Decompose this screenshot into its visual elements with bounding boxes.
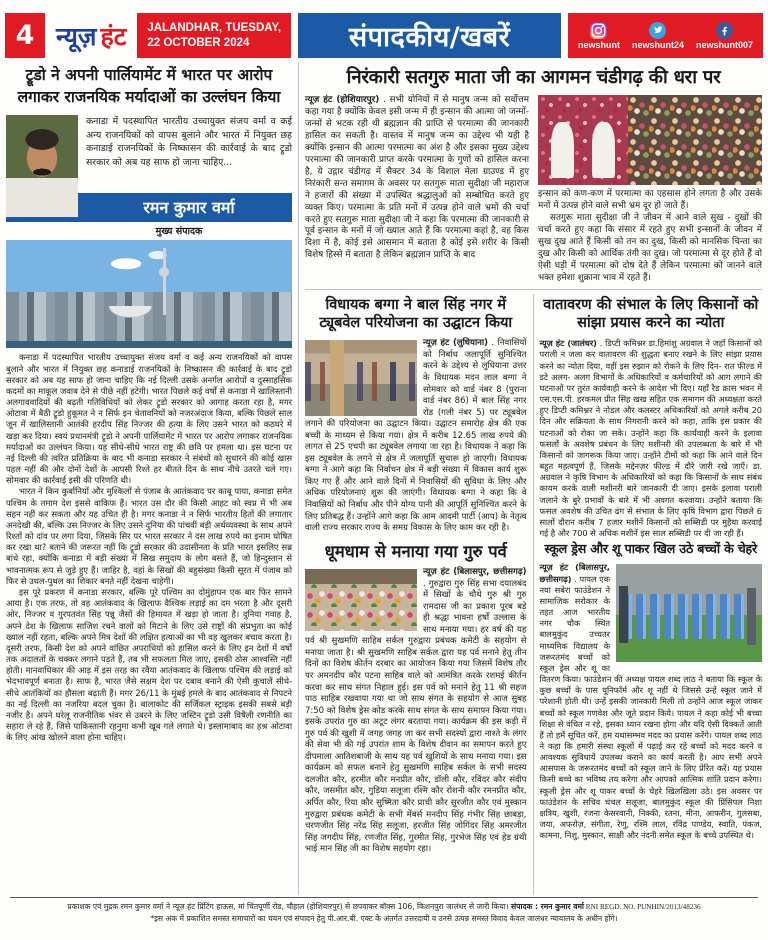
paragraph-text: . सभी योनियों में से मानुष जन्म को सर्वोत्तम कहा गया है क्योंकि केवल इसी जन्म में ही इन्सान की आत्मा जो जन्मों-जन्मों से भटक रही थी ब्रह्मज्ञान की प्राप्ति से परमात्मा की जानकारी हासिल कर सकती है। वास्तव में मानुष जन्म का उद्देश्य भी यही है क्योंकि इन्सान की आत्मा परमात्मा का अंश है और इसका मुख्य उद्देश्य परमात्मा की जानकारी प्राप्त करके परमात्मा के गुणों को हासिल करना है, ये उद्गार चंडीगढ़ में सैक्टर 34 के विशाल मेला ग्राउण्ड में हुए निरंकारी सन्त समागम के अवसर पर सतगुरू माता सुदीक्षा जी महाराज ने हजारों की संख्या में उपस्थित श्रद्धालुओं को सम्बोधित करते हुए व्यक्त किए। परमात्मा के प्रति मनों में उत्पन्न होने वाले भ्रमों की चर्चा करते हुए सतगुरू माता सुदीक्षा जी ने कहा कि परमात्मा की जानकारी से पूर्व इन्सान के मनों में जो ख्याल आते हैं कि परमात्मा कहां है, वह किस दिशा में है, कोई इसे आसमान में बताता है कोई इसे शरीर के किसी विशेष हिस्से में बताता है लेकिन ब्रह्मज्ञान प्राप्ति के बाद [305,95,529,261]
editor-credit: संपादक : रमन कुमार वर्मा [511,902,584,911]
paragraph-text: . पायल एक नया सबेरा फाउंडेशन ने सामाजिक सरोकार के तहत आज भारतीय नगर चौक स्थित बालमुकुंद उच्चतर माध्यमिक विद्यालय के जरूरतमंद बच्चों को स्कूल ड्रेस और शू का वितरण किया। फाउंडेशन की अध्यक्ष पायल शब्द लाठ ने बताया कि स्कूल के कुछ बच्चों के पास यूनिफॉर्म और शू नहीं थे जिससे उन्हें स्कूल जाने में परेशानी होती थी। उन्हें इसकी जानकारी मिली तो उन्होंने आज स्कूल जाकर बच्चों को स्कूल गणवेश और जूते प्रदान किये। पायल ने कहा कोई भी बच्चा शिक्षा से वंचित न रहे, इसका ध्यान रखना होगा और यदि ऐसी दिक्कतें आती हैं तो हमें सूचित करें, हम यथासम्भव मदद का प्रयास करेंगे। पायल शब्द लाठ ने कहा कि हमारी संस्था स्कूलों में पढ़ाई कर रहे बच्चों को मदद करने व आवश्यक सुविधायें उपलब्ध कराने का कार्य करती है। आप सभी अपने आसपास के जरूरतमंद बच्चों को स्कूल जाने के लिए प्रेरित करें। यह प्रयास किसी बच्चे का भविष्य तय करेगा और आपको आत्मिक शांति प्रदान करेगा। स्कूली ड्रेस और शू पाकर बच्चों के चेहरे खिलखिला उठे। इस अवसर पर फाउंडेशन के सचिव चंचल सलूजा, बालमुकुंद स्कूल की प्रिंसिपल निशा क्षत्रिय, खुशी, रंजना केसरवानी, निक्की, रतना, मीना, आफरीन, गुलसबा, जया, अफरोज़, संगीता, रेणु, रश्मि लाल, रविंद्र पाण्डेय, स्वाति, पंकज, कामना, निशु, मुस्कान, साक्षी और नंदनी समेत स्कूल के बच्चे उपस्थित थे। [539,573,762,841]
article-paragraph [540,338,763,539]
facebook-icon [716,22,733,39]
article-tubewell [305,296,527,535]
newspaper-logo [52,13,130,58]
editorial-column [6,63,299,895]
article-dateline: न्यूज़ हंट (बिलासपुर, छत्तीसगढ़) [539,562,610,584]
twitter-handle: newshunt24 [631,39,684,50]
editorial-paragraph: भारत ने किन कुर्बानियों और मुश्किलों से पंजाब के आतंकवाद पर काबू पाया, कनाडा समेत पश्चिम के तमाम देश इससे वाकिफ हैं। भारत उस दौर की किसी आहट को स्वप्न में भी अब सहन नहीं कर सकता और यह उचित ही है। मगर कनाडा ने न सिर्फ भारतीय हितों की लगातार अनदेखी की, बल्कि उस निज्जर के लिए उसने दुनिया की पांचवीं बड़ी अर्थव्यवस्था के साथ अपने रिश्तों को दांव पर लगा दिया, जिसके सिर पर भारत सरकार ने दस लाख रुपये का इनाम घोषित कर रखा था? बताने की जरूरत नहीं कि ट्रूडो सरकार की उदासीनता के प्रति भारत इसलिए सब्र बांधे रहा, क्योंकि कनाडा में बड़ी संख्या में सिख समुदाय के लोग बसते हैं, जो हिन्दुस्तान से भावनात्मक रूप से जुड़े हुए हैं। जाहिर है, वहां के सिखों की बहुसंख्या किसी सूरत में पंजाब को फिर से उथल-पुथल का शिकार बनते नहीं देखना चाहेगी। [6,486,292,586]
gurudwara-congregation-photo [305,569,417,631]
article-dateline: न्यूज़ हंट (होशियारपुर) [305,95,380,105]
article-paragraph: इन्सान को कण-कण में परमात्मा का एहसास होने लगता है और उसके मनों में उत्पन्न होने वाले सभी भ्रम दूर हो जाते हैं। [538,189,762,211]
editorial-body [6,352,292,743]
paragraph-text: . गुरुद्वारा गुरु सिंह सभा दयालबंद में सिखों के चौथे गुरु श्री गुरु रामदास जी का प्रकाश पूरब बड़े ही श्रद्धा भावना हर्षों उल्लास के साथ मनाया गया। हर वर्ष की यह पर्व श्री सुखमणि साहिब सर्कल गुरुद्वारा प्रबंधक कमेटी के सहयोग से मनाया जाता है। श्री सुखमणि साहिब सर्कल द्वारा यह पर्व मनाने हेतु तीन दिनों का विशेष कीर्तन दरबार का आयोजन किया गया जिसमें विशेष तौर पर अमनदीप कौर पटना साहिब वाले को आमंत्रित करके रशमई कीर्तन करवा कर साथ संगत निहाल हुई। इस पर्व को मनाने हेतु 11 श्री सहज पाठ साहिब रखवाया गया था जो साथ संगत के सहयोग से आज सुबह 7:50 को विशेष ड्रेस कोड करके साथ संगत के साथ समापन किया गया। इसके उपरांत गुरु का अटूट लंगर बरताया गया। कार्यक्रम की इस कड़ी में गुरु पर्व की खुशी में जगह जगह जा कर सभी सदस्यों द्वारा नाश्ते के लंगर की सेवा भी की गई उपरांत शाम के विशेष दीवान का समापन करते हुए दीपमाला आतिशबाजी के साथ यह पर्व खुशियों के साथ मनाया गया। इस कार्यक्रम को सफल बनाने हेतु सुखमणि साहिब सर्कल के सभी सदस्य दलजीत कौर, हरमीत कौर मनप्रीत कौर, डॉली कौर, रविंदर कौर संदीप कौर, जसमीत कौर, गुड़िया सलूजा रश्मि कौर रोशनी कौर रमनप्रीत कौर, अर्पित कौर, रिया कौर सुष्मिता कौर प्राची कौर सुरजीत कौर एवं मुस्कान गुरुद्वारा प्रबंधक कमेटी के सभी मेंबर्स मनदीप सिंह गंभीर सिंह छाबड़ा, चरणजीत सिंह नरेंद्र सिंह सलूजा, हरजीत सिंह जोगिंदर सिंह अमरजीत सिंह जगदीप सिंह, रणजीत सिंह, गुरमीत सिंह, गुरभेज सिंह एवं हेड ग्रंथी भाई मान सिंह जी का विशेष सहयोग रहा। [305,578,527,855]
article-paragraph [305,338,527,534]
page-number: 4 [5,13,45,58]
article-headline: स्कूल ड्रेस और शू पाकर खिल उठे बच्चों के चेहरे [544,541,757,557]
publisher-text: प्रकाशक एवं मुद्रक रमन कुमार वर्मा ने न्यूज़ हंट प्रिंटिंग हाऊस, मां चिंतपूर्णी रोड, चौहाल (होशियारपुर) से छपवाकर बॉक्स 106, किशनपुरा जालंधर से जारी किया। [67,902,512,911]
toronto-skyline-photo [6,240,292,348]
social-instagram [578,22,620,50]
news-section [299,63,762,895]
editorial-intro: कनाडा में पदस्थापित भारतीय उच्चायुक्त संजय वर्मा व कई अन्य राजनयिकों को वापस बुलाने और भारत में नियुक्त छह कनाडाई राजनयिकों के निष्कासन की कार्रवाई के बाद ट्रूडो सरकार को अब यह साफ हो जाना चाहिए... [86,116,292,168]
rni-number: RNI REGD. NO. PUNHIN/2013/48236 [583,903,701,911]
article-headline: वातावरण की संभाल के लिए किसानों को सांझा प्रयास करने का न्योता [543,296,759,332]
logo-text-red: हंट [100,21,127,51]
author-name-bar: रमन कुमार वर्मा [6,193,292,222]
social-facebook [696,22,753,50]
article-headline: विधायक बग्गा ने बाल सिंह नगर में ट्यूबवेल परियोजना का उद्घाटन किया [319,296,513,332]
middle-column [305,294,534,895]
imprint-line-1 [10,901,758,913]
article-paragraph [305,95,529,262]
article-dateline: न्यूज़ हंट (जालंधर) [539,338,597,349]
twitter-icon [649,22,666,39]
masthead [5,13,763,58]
article-headline: निरंकारी सतगुरु माता जी का आगमन चंडीगढ़ की धरा पर [346,67,721,88]
editorial-paragraph: कनाडा में पदस्थापित भारतीय उच्चायुक्त संजय वर्मा व कई अन्य राजनयिकों को वापस बुलाने और भारत में नियुक्त छह कनाडाई राजनयिकों के निष्कासन की कार्रवाई के बाद ट्रूडो सरकार को अब यह साफ हो जाना चाहिए कि नई दिल्ली उसके अनर्गल आरोपों व दुस्साहसिक कदमों का माकूल जवाब देने से पीछे नहीं हटेगी। भारत पिछले कई वर्षों से कनाडा में खालिस्तानी अलगाववादियों की बढ़ती गतिविधियों को लेकर ट्रूडो सरकार को आगाह करता रहा है, मगर ओटावा में बैठी ट्रूडो हुकूमत ने न सिर्फ इन चेतावनियों को नजरअंदाज किया, बल्कि पिछले साल जून में खालिस्तानी आतंकी हरदीप सिंह निज्जर की हत्या के लिए उसने भारत को कठघरे में खड़ा कर दिया। स्वयं प्रधानमंत्री ट्रूडो ने अपनी पार्लियामेंट में भारत पर आरोप लगाकर राजनयिक मर्यादाओं का उल्लंघन किया। यह सीधे-सीधे भारत राष्ट्र की छवि पर हमला था। इस घटना पर नई दिल्ली की त्वरित प्रतिक्रिया के बाद भी कनाडा सरकार ने संबंधों को सुधारने की कोई खास पहल नहीं की और दोनों देशों के आपसी रिश्ते हर बीतते दिन के साथ नीचे उतरते चले गए। सोमवार की कार्रवाई इसी की परिणति थी। [6,352,292,486]
satsang-crowd-photo [538,95,762,185]
inauguration-photo [305,340,417,416]
article-headline: धूमधाम से मनाया गया गुरु पर्व [324,541,507,561]
article-columns [305,95,762,290]
editorial-paragraph: इस पूरे प्रकरण में कनाडा सरकार, बल्कि पूरे पश्चिम का दोमुंहापन एक बार फिर सामने आया है। एक तरफ, तो वह आतंकवाद के खिलाफ वैश्विक लड़ाई का दम भरता है और दूसरी ओर, निज्जर व गुरपतवंत सिंह पन्नू जैसों की हिमायत में खड़ा हो जाता है। दुनिया गवाह है, अपने देश के खिलाफ साजिश रचने वालों को मिटाने के लिए उसे राष्ट्रों की संप्रभुता का कोई ख्याल नहीं रहता, बल्कि अपने मित्र देशों की लक्षित हत्याओं का भी वह खुलकर बचाव करता है। दूसरी तरफ, किसी देश को अपने वांछित अपराधियों को हासिल करने के लिए इन देशों में वर्षों तक अदालतों के चक्कर लगाने पड़ते हैं, तब भी सफलता मिल जाए, इसकी ठोस आश्वस्ति नहीं होती। मानवाधिकार की आड़ में इस तरह का रवैया आतंकवाद के खिलाफ पश्चिम की लड़ाई को भेदभावपूर्ण बनाता है। साफ है, भारत जैसे सक्षम देश पर दबाव बनाने की ऐसी कुचालें सीधे-सीधे आतंकियों का हौसला बढ़ाती हैं। मगर 26/11 के मुंबई हमले के बाद आतंकवाद से निपटने का नई दिल्ली का नजरिया बदल चुका है। बालाकोट की सर्जिकल स्ट्राइक इसकी सबसे बड़ी नजीर है। अपने घरेलू राजनीतिक भंवर से उबरने के लिए जस्टिन ट्रूडो उसी विषैली रणनीति का सहारा ले रहे हैं, जिसे पाकिस्तानी रहनुमा कभी खूब गले लगाते थे। इस्लामाबाद का हश्र ओटावा के लिए आंख खोलने वाला होना चाहिए। [6,586,292,743]
instagram-handle: newshunt [577,39,620,50]
article-column-left [305,95,529,285]
imprint-footer [10,897,758,925]
dateline-box [137,13,291,58]
page-content [6,63,762,895]
author-title: मुख्य संपादक [155,226,203,238]
dateline-date: 22 OCTOBER 2024 [147,36,250,49]
article-paragraph [540,562,763,841]
editorial-headline: ट्रूडो ने अपनी पार्लियामेंट में भारत पर आरोप लगाकर राजनयिक मर्यादाओं का उल्लंघन किया [17,66,281,106]
dateline-city-day: JALANDHAR, TUESDAY, [147,22,282,35]
stage-figures [538,95,628,185]
article-dateline: न्यूज़ हंट (लुधियाना) [423,338,488,349]
article-dateline: न्यूज़ हंट (बिलासपुर, छत्तीसगढ़) [423,567,527,578]
article-gurupurab [305,541,527,856]
section-title: संपादकीय/खबरें [298,13,561,58]
school-children-group-photo [616,564,762,662]
facebook-handle: newshunt007 [695,39,753,50]
social-strip [568,13,763,58]
social-twitter [632,22,684,50]
logo-text-blue: न्यूज़ [56,21,97,51]
article-environment [540,296,763,540]
article-paragraph: सतगुरू माता सुदीक्षा जी ने जीवन में आने वाले सुख - दुखों की चर्चा करते हुए कहा कि संसार में रहते हुए सभी इन्सानों के जीवन में सुख दुख आते हैं किसी को तन का दुख, किसी को मानसिक चिन्ता का दुख और किसी को आर्थिक तंगी का दुख। जो परमात्मा से दूर होते हैं वो ऐसी घड़ी में परमात्मा को दोष देते हैं लेकिन परमात्मा को जानने वाले भक्त हमेशा शुक्राना भाव में रहते हैं। [538,212,762,283]
paragraph-text: . डिप्टी कमिश्नर डा.हिमांशु अग्रवाल ने जहाँ किसानों को पराली न जला कर वातावरण की शुद्धता बनाए रखने के लिए सांझा प्रयास करने का न्योता दिया, वहीं इस रुझान को रोकने के लिए दिन- रात फील्ड में डटे अलग- अलग विभागों के अधिकारियों व कर्मचारियों को आग लगाने की घटनाओं पर तुरंत कार्यवाही करने के आदेश भी दिए। यहाँ रैड क्रास भवन में एस.एस.पी. हरकमल प्रीत सिंह खख सहित एक समागम की अध्यक्षता करते हुए डिप्टी कमिश्नर ने नोडल और कलस्टर अधिकारियों को अगले करीब 20 दिन और सक्रियता के साथ निगरानी करने को कहा, ताकि इस प्रकार की घटनाओं को रोका जा सके। उन्होंने कहा कि कार्यवाही करने के इलावा फसलों के अवशेष प्रबंधन के लिए मशीनरी की उपलब्धता के बारे में भी किसानों को जागरूक किया जाए। उन्होंने टीमों को कहा कि आने वाले दिन बहुत महत्वपूर्ण हैं, जिसके मद्देनज़र फील्ड में दौरे जारी रखे जाएँ। डा. अग्रवाल ने कृषि विभाग के अधिकारियों को कहा कि किसानों के साथ संबंध कायम करके वाली मशीनरी बारे जानकारी दी जाए। इसके इलावा पराली जलाने के बुरे प्रभावों के बारे में भी अवगत करवाया। उन्होंने बताया कि फसल अवशेष की उचित ढंग से संभाल के लिए कृषि विभाग द्वारा पिछले 6 सालों दौरान करीब 7 हजार मशीनें किसानों को सब्सिडी पर मुहैया करवाई गई है और 700 से अधिक मशीनें इस साल सब्सिडी पर दी जा रही हैं। [539,338,762,538]
imprint-line-2: *इस अंक में प्रकाशित समस्त समाचारों का चयन एवं संपादन हेतु पी.आर.बी. एक्ट के अंतर्गत उत्तरदायी व उनसे उत्पन्न समस्त विवाद केवल जालंधर न्यायालय के अधीन होंगे। [150,914,618,924]
crowd-area [628,95,762,185]
lower-columns [305,294,762,895]
paragraph-text: . निवासियों को निर्बाध जलापूर्ति सुनिश्चित करने के उद्देश्य से लुधियाना उत्तर के विधायक मदन लाल बग्गा ने सोमवार को वार्ड नंबर 8 (पुराना वार्ड नंबर 86) में बाल सिंह नगर रोड (गली नंबर 5) पर ट्यूबवेल लगाने की परियोजना का उद्घाटन किया। उद्घाटन समारोह क्षेत्र की एक बच्ची के माध्यम से किया गया। क्षेत्र में करीब 12.65 लाख रुपये की लागत से 25 एचपी का ट्यूबवेल लगाया जा रहा है। विधायक ने कहा कि इस ट्यूबवेल के लगने से क्षेत्र में जलापूर्ति सुचारू हो जाएगी। विधायक बग्गा ने आगे कहा कि निर्वाचन क्षेत्र में बड़ी संख्या में विकास कार्य शुरू किए गए हैं और आने वाले दिनों में निवासियों की सुविधा के लिए और अधिक परियोजनाएं शुरू की जाएंगी। विधायक बग्गा ने कहा कि वे निवासियों को निर्बाध और पीने योग्य पानी की आपूर्ति सुनिश्चित करने के लिए प्रतिबद्ध हैं। उन्होंने आगे कहा कि आम आदमी पार्टी (आप) के नेतृत्व वाली राज्य सरकार राज्य के समग्र विकास के लिए काम कर रही है। [305,338,527,534]
instagram-icon [590,22,607,39]
editor-portrait-photo [6,115,78,217]
right-column [534,294,763,895]
article-column-right [538,95,762,285]
article-paragraph [305,567,527,856]
article-nirankari [305,64,762,290]
article-school-dress [540,541,763,841]
